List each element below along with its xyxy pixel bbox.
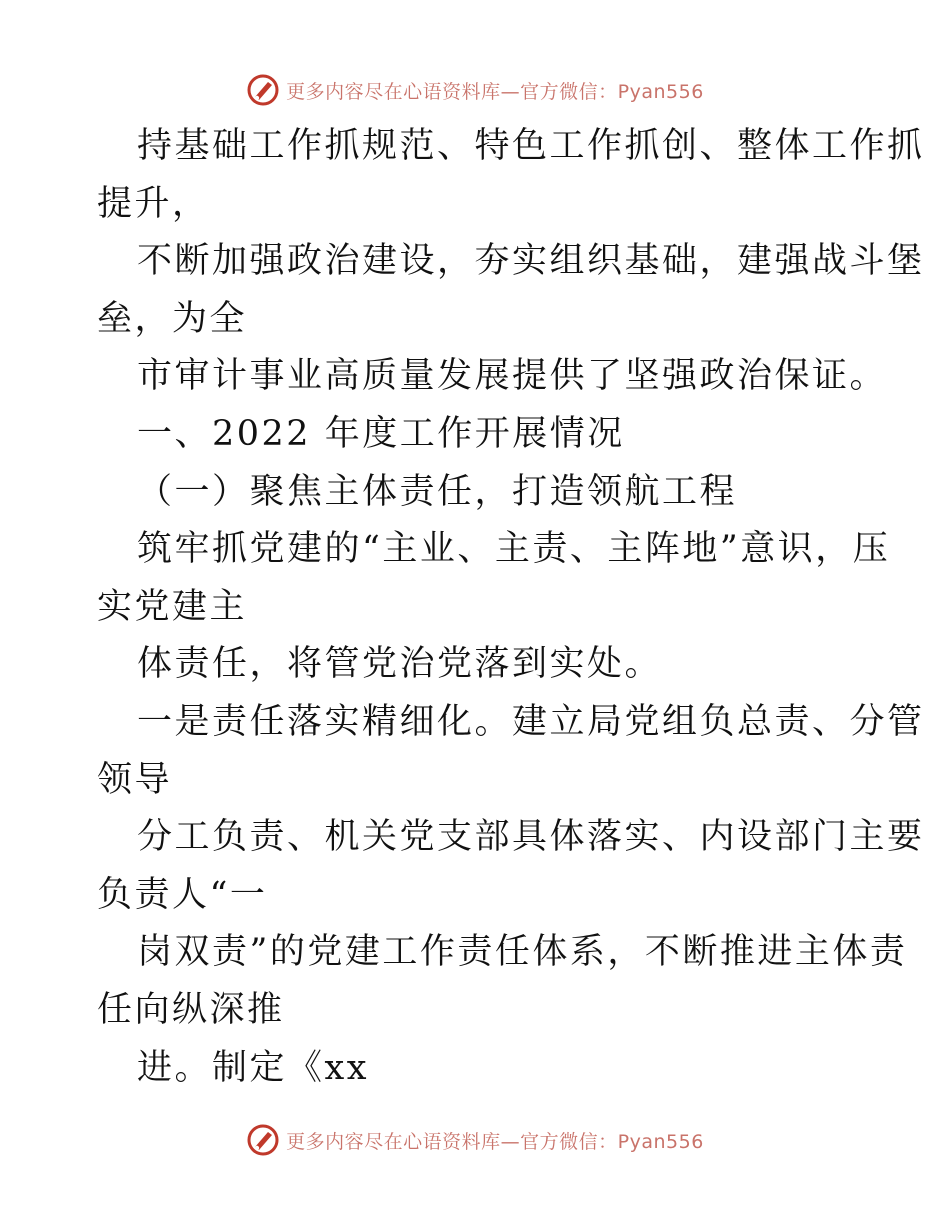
watermark-text: 更多内容尽在心语资料库—官方微信：Pyan556	[286, 80, 704, 103]
text-line: 垒，为全	[97, 298, 248, 339]
pen-logo-icon	[246, 73, 280, 107]
text-line: 进。制定《xx	[137, 1047, 369, 1088]
text-line: （一）聚焦主体责任，打造领航工程	[137, 471, 738, 512]
text-line: 持基础工作抓规范、特色工作抓创、整体工作抓	[137, 126, 925, 166]
text-line: 筑牢抓党建的“主业、主责、主阵地”意识，压	[137, 529, 891, 570]
watermark-header	[0, 70, 950, 110]
text-line: 一是责任落实精细化。建立局党组负总责、分管	[137, 701, 925, 742]
text-line: 负责人“一	[97, 874, 268, 915]
text-line: 实党建主	[97, 586, 248, 627]
text-line: 体责任，将管党治党落到实处。	[137, 644, 663, 685]
text-line: 任向纵深推	[97, 989, 285, 1030]
text-line: 分工负责、机关党支部具体落实、内设部门主要	[137, 817, 925, 858]
document-body	[97, 118, 925, 1097]
watermark-text: 更多内容尽在心语资料库—官方微信：Pyan556	[286, 1130, 704, 1153]
text-line: 不断加强政治建设，夯实组织基础，建强战斗堡	[137, 241, 925, 282]
watermark-footer	[0, 1120, 950, 1160]
text-line: 市审计事业高质量发展提供了坚强政治保证。	[137, 356, 888, 397]
pen-logo-icon	[246, 1123, 280, 1157]
text-line: 提升，	[97, 183, 210, 224]
text-line: 领导	[97, 759, 173, 800]
text-line: 一、2022 年度工作开展情况	[137, 413, 625, 454]
text-line: 岗双责”的党建工作责任体系，不断推进主体责	[137, 932, 908, 973]
